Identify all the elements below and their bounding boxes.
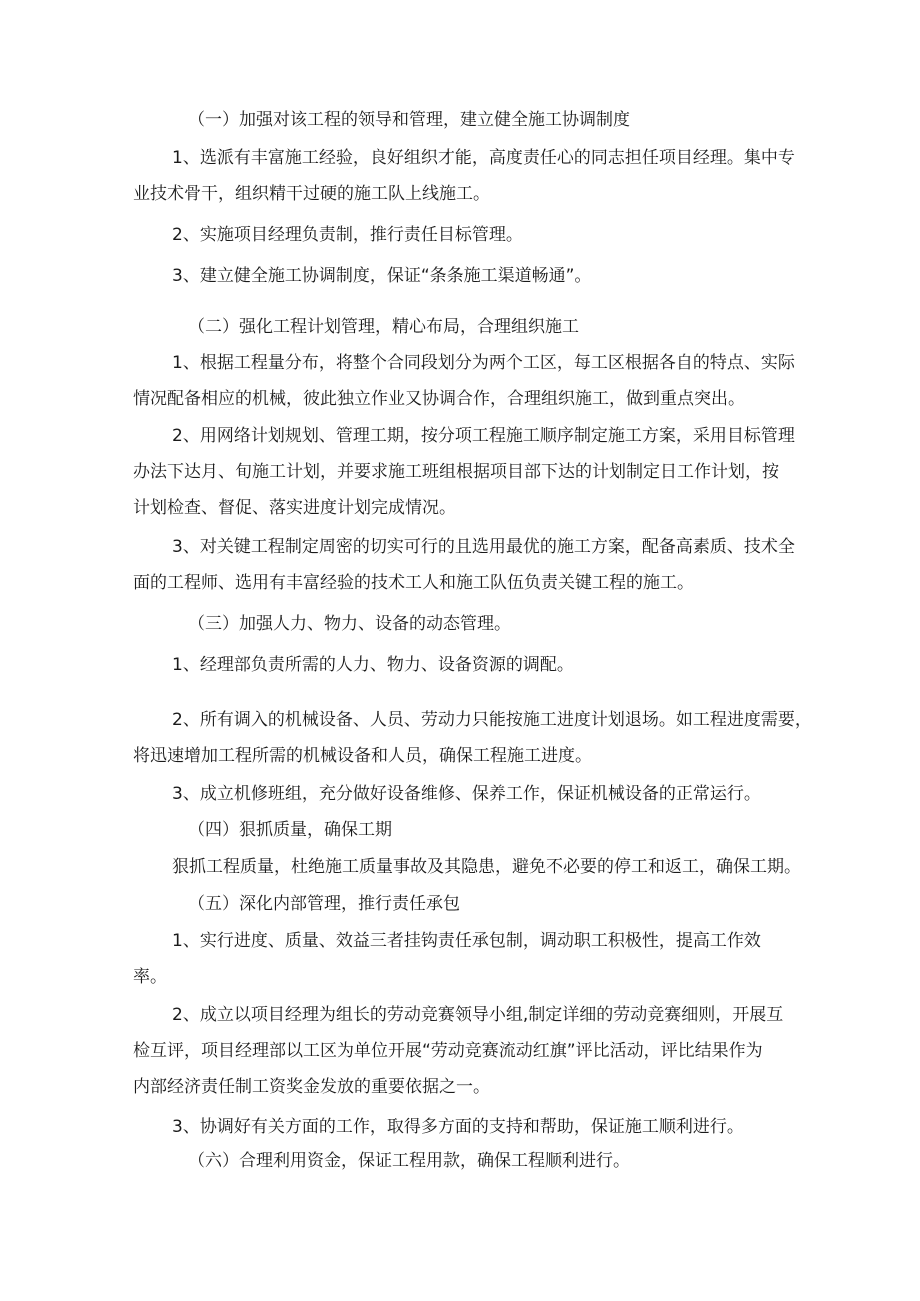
paragraph-2-2 — [0, 418, 920, 526]
section-heading-5 — [0, 886, 920, 922]
paragraph-3-3 — [0, 776, 920, 812]
text-line: 率。 — [133, 967, 167, 987]
text-line: 检互评，项目经理部以工区为单位开展“劳动竞赛流动红旗”评比活动，评比结果作为 — [133, 1041, 763, 1061]
paragraph-3-2 — [0, 702, 920, 774]
text-line: 2、成立以项目经理为组长的劳动竞赛领导小组,制定详细的劳动竞赛细则，开展互 — [172, 1005, 784, 1025]
paragraph-2-3 — [0, 529, 920, 601]
paragraph-3-1 — [0, 647, 920, 683]
text-line: 将迅速增加工程所需的机械设备和人员，确保工程施工进度。 — [133, 746, 592, 766]
section-heading-2 — [0, 309, 920, 345]
text-line: 1、经理部负责所需的人力、物力、设备资源的调配。 — [172, 655, 574, 675]
text-line: 面的工程师、选用有丰富经验的技术工人和施工队伍负责关键工程的施工。 — [133, 573, 694, 593]
text-line: （五）深化内部管理，推行责任承包 — [188, 894, 460, 914]
text-line: 2、实施项目经理负责制，推行责任目标管理。 — [172, 225, 523, 245]
text-line: 办法下达月、旬施工计划，并要求施工班组根据项目部下达的计划制定日工作计划，按 — [133, 462, 779, 482]
paragraph-1-1 — [0, 140, 920, 212]
paragraph-5-1 — [0, 923, 920, 995]
section-heading-6 — [0, 1143, 920, 1179]
text-line: （六）合理利用资金，保证工程用款，确保工程顺利进行。 — [188, 1151, 630, 1171]
section-heading-1 — [0, 102, 920, 138]
section-heading-4 — [0, 812, 920, 848]
text-line: 狠抓工程质量，杜绝施工质量事故及其隐患，避免不必要的停工和返工，确保工期。 — [172, 857, 801, 877]
paragraph-5-3 — [0, 1109, 920, 1145]
text-line: 内部经济责任制工资奖金发放的重要依据之一。 — [133, 1077, 490, 1097]
text-line: 1、根据工程量分布，将整个合同段划分为两个工区，每工区根据各自的特点、实际 — [172, 353, 795, 373]
paragraph-4-1 — [0, 849, 920, 885]
text-line: 2、用网络计划规划、管理工期，按分项工程施工顺序制定施工方案，采用目标管理 — [172, 426, 795, 446]
text-line: （四）狠抓质量，确保工期 — [188, 820, 392, 840]
paragraph-1-2 — [0, 217, 920, 253]
paragraph-1-3 — [0, 258, 920, 294]
text-line: 3、对关键工程制定周密的切实可行的且选用最优的施工方案，配备高素质、技术全 — [172, 537, 795, 557]
text-line: 3、协调好有关方面的工作，取得多方面的支持和帮助，保证施工顺利进行。 — [172, 1117, 744, 1137]
text-line: 1、实行进度、质量、效益三者挂钩责任承包制，调动职工积极性，提高工作效 — [172, 931, 761, 951]
text-line: 3、成立机修班组，充分做好设备维修、保养工作，保证机械设备的正常运行。 — [172, 784, 761, 804]
paragraph-2-1 — [0, 345, 920, 417]
text-line: 3、建立健全施工协调制度，保证“条条施工渠道畅通”。 — [172, 266, 592, 286]
text-line: 计划检查、督促、落实进度计划完成情况。 — [133, 498, 456, 518]
text-line: 1、选派有丰富施工经验，良好组织才能，高度责任心的同志担任项目经理。集中专 — [172, 148, 795, 168]
text-line: 2、所有调入的机械设备、人员、劳动力只能按施工进度计划退场。如工程进度需要， — [172, 710, 812, 730]
text-line: （一）加强对该工程的领导和管理，建立健全施工协调制度 — [188, 110, 630, 130]
section-heading-3 — [0, 606, 920, 642]
text-line: （三）加强人力、物力、设备的动态管理。 — [188, 614, 511, 634]
text-line: （二）强化工程计划管理，精心布局，合理组织施工 — [188, 317, 579, 337]
text-line: 业技术骨干，组织精干过硬的施工队上线施工。 — [133, 184, 490, 204]
text-line: 情况配备相应的机械，彼此独立作业又协调合作，合理组织施工，做到重点突出。 — [133, 389, 745, 409]
paragraph-5-2 — [0, 997, 920, 1105]
